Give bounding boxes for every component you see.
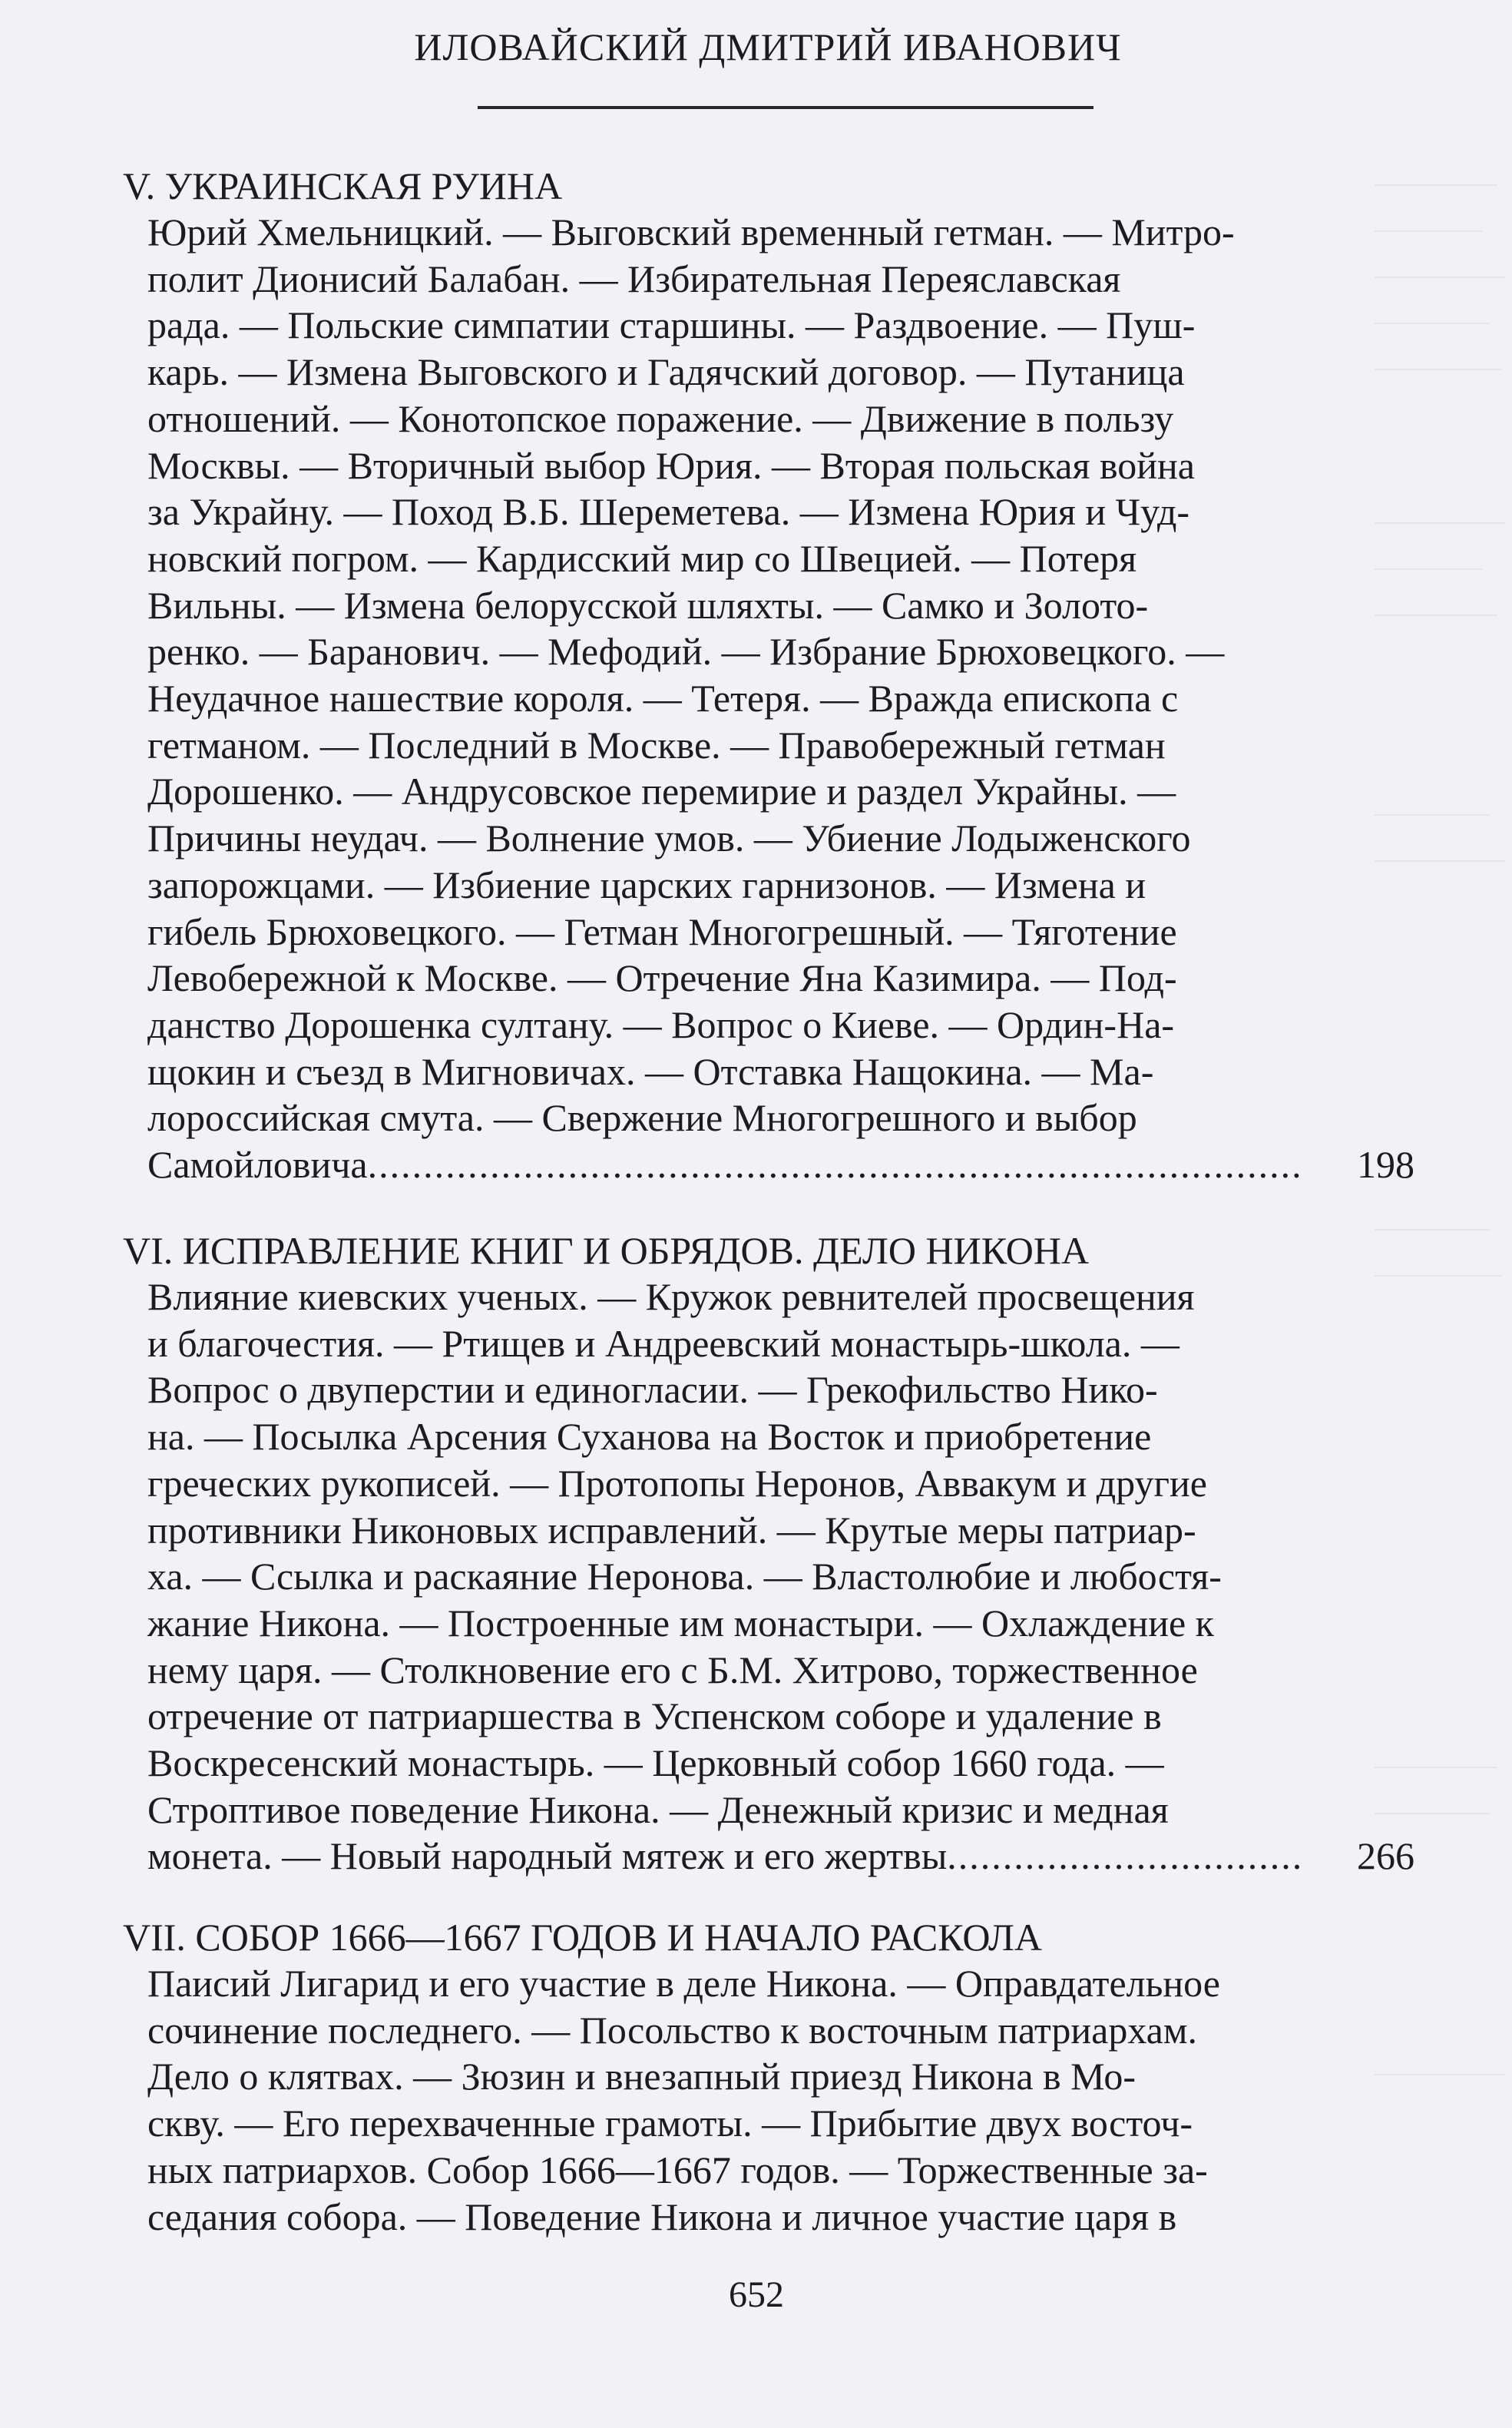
summary-line: новский погром. — Кардисский мир со Швецией. — Потеря bbox=[147, 536, 1137, 580]
summary-line: Дорошенко. — Андрусовское перемирие и раздел Украйны. — bbox=[147, 770, 1176, 813]
summary-line: гетманом. — Последний в Москве. — Правобережный гетман bbox=[147, 723, 1166, 767]
summary-line: Вопрос о двуперстии и единогласии. — Грекофильство Нико- bbox=[147, 1368, 1158, 1412]
summary-line: данство Дорошенка султану. — Вопрос о Киеве. — Ордин-На- bbox=[147, 1002, 1175, 1046]
summary-line: рада. — Польские симпатии старшины. — Раздвоение. — Пуш- bbox=[147, 303, 1196, 347]
chapter-title: V. УКРАИНСКАЯ РУИНА bbox=[123, 164, 563, 207]
summary-last-line bbox=[147, 1833, 1414, 1880]
summary-line: Причины неудач. — Волнение умов. — Убиение Лодыженского bbox=[147, 817, 1191, 860]
summary-line: жание Никона. — Построенные им монастыри. — Охлаждение к bbox=[147, 1601, 1214, 1645]
summary-line: Левобережной к Москве. — Отречение Яна Казимира. — Под- bbox=[147, 956, 1177, 1000]
chapter-title: VI. ИСПРАВЛЕНИЕ КНИГ И ОБРЯДОВ. ДЕЛО НИКОНА bbox=[123, 1229, 1090, 1272]
summary-line: седания собора. — Поведение Никона и личное участие царя в bbox=[147, 2194, 1177, 2238]
summary-line: Воскресенский монастырь. — Церковный собор 1660 года. — bbox=[147, 1741, 1164, 1785]
summary-line: Самойловича bbox=[147, 1143, 368, 1187]
summary-line: и благочестия. — Ртищев и Андреевский монастырь-школа. — bbox=[147, 1321, 1179, 1365]
summary-line: ха. — Ссылка и раскаяние Неронова. — Властолюбие и любостя- bbox=[147, 1555, 1222, 1598]
summary-line: Влияние киевских ученых. — Кружок ревнителей просвещения bbox=[147, 1275, 1195, 1318]
summary-line: на. — Посылка Арсения Суханова на Восток и приобретение bbox=[147, 1415, 1152, 1459]
chapter-summary bbox=[123, 1274, 1414, 1880]
summary-line: карь. — Измена Выговского и Гадячский договор. — Путаница bbox=[147, 350, 1185, 394]
summary-line: ренко. — Баранович. — Мефодий. — Избрание Брюховецкого. — bbox=[147, 630, 1225, 674]
toc-entry-chapter-5 bbox=[123, 163, 1428, 1188]
summary-line: запорожцами. — Избиение царских гарнизонов. — Измена и bbox=[147, 863, 1146, 906]
summary-line: ных патриархов. Собор 1666—1667 годов. — Торжественные за- bbox=[147, 2148, 1208, 2191]
summary-line: противники Никоновых исправлений. — Крутые меры патриар- bbox=[147, 1508, 1196, 1552]
dot-leader bbox=[947, 1833, 1303, 1880]
summary-line: за Украйну. — Поход В.Б. Шереметева. — Измена Юрия и Чуд- bbox=[147, 490, 1190, 534]
summary-line: Москвы. — Вторичный выбор Юрия. — Вторая польская война bbox=[147, 443, 1195, 487]
chapter-summary bbox=[123, 209, 1414, 1188]
summary-line: щокин и съезд в Мигновичах. — Отставка Нащокина. — Ма- bbox=[147, 1049, 1154, 1093]
summary-line: монета. — Новый народный мятеж и его жертвы bbox=[147, 1834, 948, 1878]
summary-line: Юрий Хмельницкий. — Выговский временный гетман. — Митро- bbox=[147, 210, 1235, 253]
toc-entry-chapter-6 bbox=[123, 1227, 1428, 1880]
page-number: 652 bbox=[729, 2274, 784, 2315]
dot-leader bbox=[368, 1141, 1303, 1188]
summary-line: Вильны. — Измена белорусской шляхты. — Самко и Золото- bbox=[147, 583, 1149, 627]
toc-entry-chapter-7 bbox=[123, 1914, 1428, 2240]
summary-line: гибель Брюховецкого. — Гетман Многогрешный. — Тяготение bbox=[147, 909, 1177, 953]
running-head: ИЛОВАЙСКИЙ ДМИТРИЙ ИВАНОВИЧ bbox=[414, 25, 1122, 68]
summary-last-line bbox=[147, 1141, 1414, 1188]
chapter-summary bbox=[123, 1960, 1361, 2240]
page-number-ref: 266 bbox=[1357, 1834, 1414, 1878]
chapter-title: VII. СОБОР 1666—1667 ГОДОВ И НАЧАЛО РАСКОЛА bbox=[123, 1916, 1042, 1959]
summary-line: скву. — Его перехваченные грамоты. — Прибытие двух восточ- bbox=[147, 2102, 1193, 2145]
summary-line: Строптивое поведение Никона. — Денежный кризис и медная bbox=[147, 1787, 1169, 1831]
summary-line: отречение от патриаршества в Успенском соборе и удаление в bbox=[147, 1694, 1162, 1738]
summary-line: лороссийская смута. — Свержение Многогрешного и выбор bbox=[147, 1096, 1137, 1140]
page-number-ref: 198 bbox=[1357, 1143, 1414, 1187]
summary-line: Неудачное нашествие короля. — Тетеря. — Вражда епископа с bbox=[147, 677, 1179, 720]
summary-line: нему царя. — Столкновение его с Б.М. Хитрово, торжественное bbox=[147, 1648, 1198, 1691]
summary-line: Дело о клятвах. — Зюзин и внезапный приезд Никона в Мо- bbox=[147, 2055, 1136, 2098]
summary-line: греческих рукописей. — Протопопы Неронов, Аввакум и другие bbox=[147, 1461, 1207, 1505]
summary-line: полит Дионисий Балабан. — Избирательная Переяславская bbox=[147, 257, 1121, 300]
summary-line: сочинение последнего. — Посольство к восточным патриархам. bbox=[147, 2008, 1198, 2052]
header-rule bbox=[478, 106, 1093, 109]
summary-line: Паисий Лигарид и его участие в деле Никона. — Оправдательное bbox=[147, 1962, 1220, 2005]
summary-line: отношений. — Конотопское поражение. — Движение в пользу bbox=[147, 396, 1174, 440]
